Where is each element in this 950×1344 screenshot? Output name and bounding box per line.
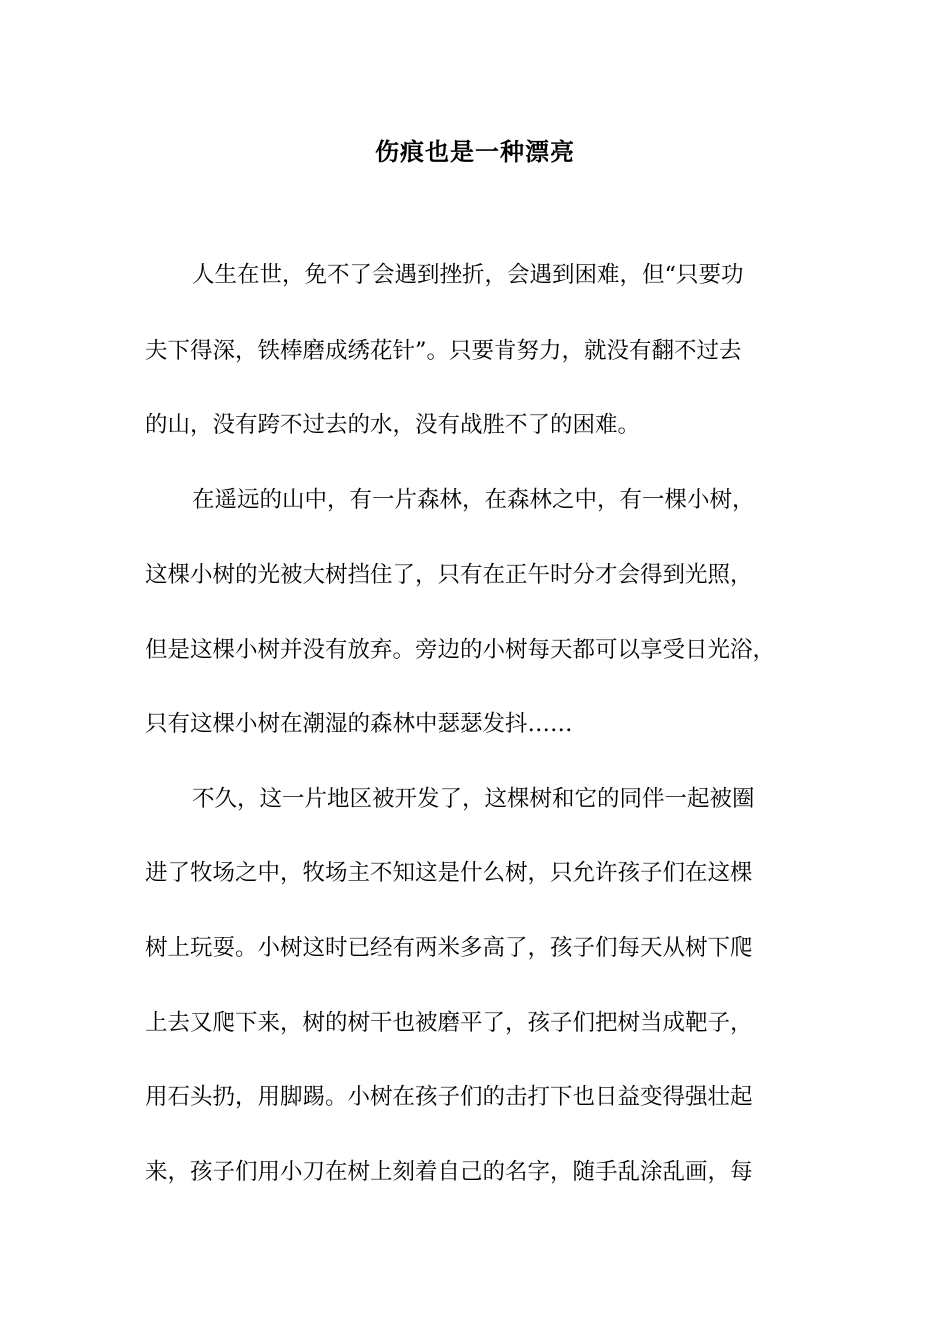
- paragraph-2-line-2: 这棵小树的光被大树挡住了，只有在正午时分才会得到光照，: [145, 562, 753, 588]
- paragraph-2-line-1: 在遥远的山中，有一片森林，在森林之中，有一棵小树，: [192, 487, 755, 513]
- paragraph-1-line-2: 夫下得深，铁棒磨成绣花针”。只要肯努力，就没有翻不过去: [145, 338, 742, 364]
- paragraph-3-line-3: 树上玩耍。小树这时已经有两米多高了，孩子们每天从树下爬: [145, 935, 753, 961]
- paragraph-3-line-2: 进了牧场之中，牧场主不知这是什么树，只允许孩子们在这棵: [145, 860, 753, 886]
- paragraph-2-line-3: 但是这棵小树并没有放弃。旁边的小树每天都可以享受日光浴，: [145, 637, 776, 663]
- paragraph-2-line-4: 只有这棵小树在潮湿的森林中瑟瑟发抖……: [145, 711, 573, 737]
- document-title: 伤痕也是一种漂亮: [375, 137, 575, 166]
- paragraph-1-line-1: 人生在世，免不了会遇到挫折，会遇到困难，但“只要功: [192, 262, 744, 288]
- paragraph-3-line-5: 用石头扔，用脚踢。小树在孩子们的击打下也日益变得强壮起: [145, 1084, 753, 1110]
- paragraph-1-line-3: 的山，没有跨不过去的水，没有战胜不了的困难。: [145, 412, 641, 438]
- paragraph-3-line-4: 上去又爬下来，树的树干也被磨平了，孩子们把树当成靶子，: [145, 1010, 753, 1036]
- paragraph-3-line-1: 不久，这一片地区被开发了，这棵树和它的同伴一起被圈: [192, 786, 755, 812]
- paragraph-3-line-6: 来，孩子们用小刀在树上刻着自己的名字，随手乱涂乱画，每: [145, 1159, 753, 1185]
